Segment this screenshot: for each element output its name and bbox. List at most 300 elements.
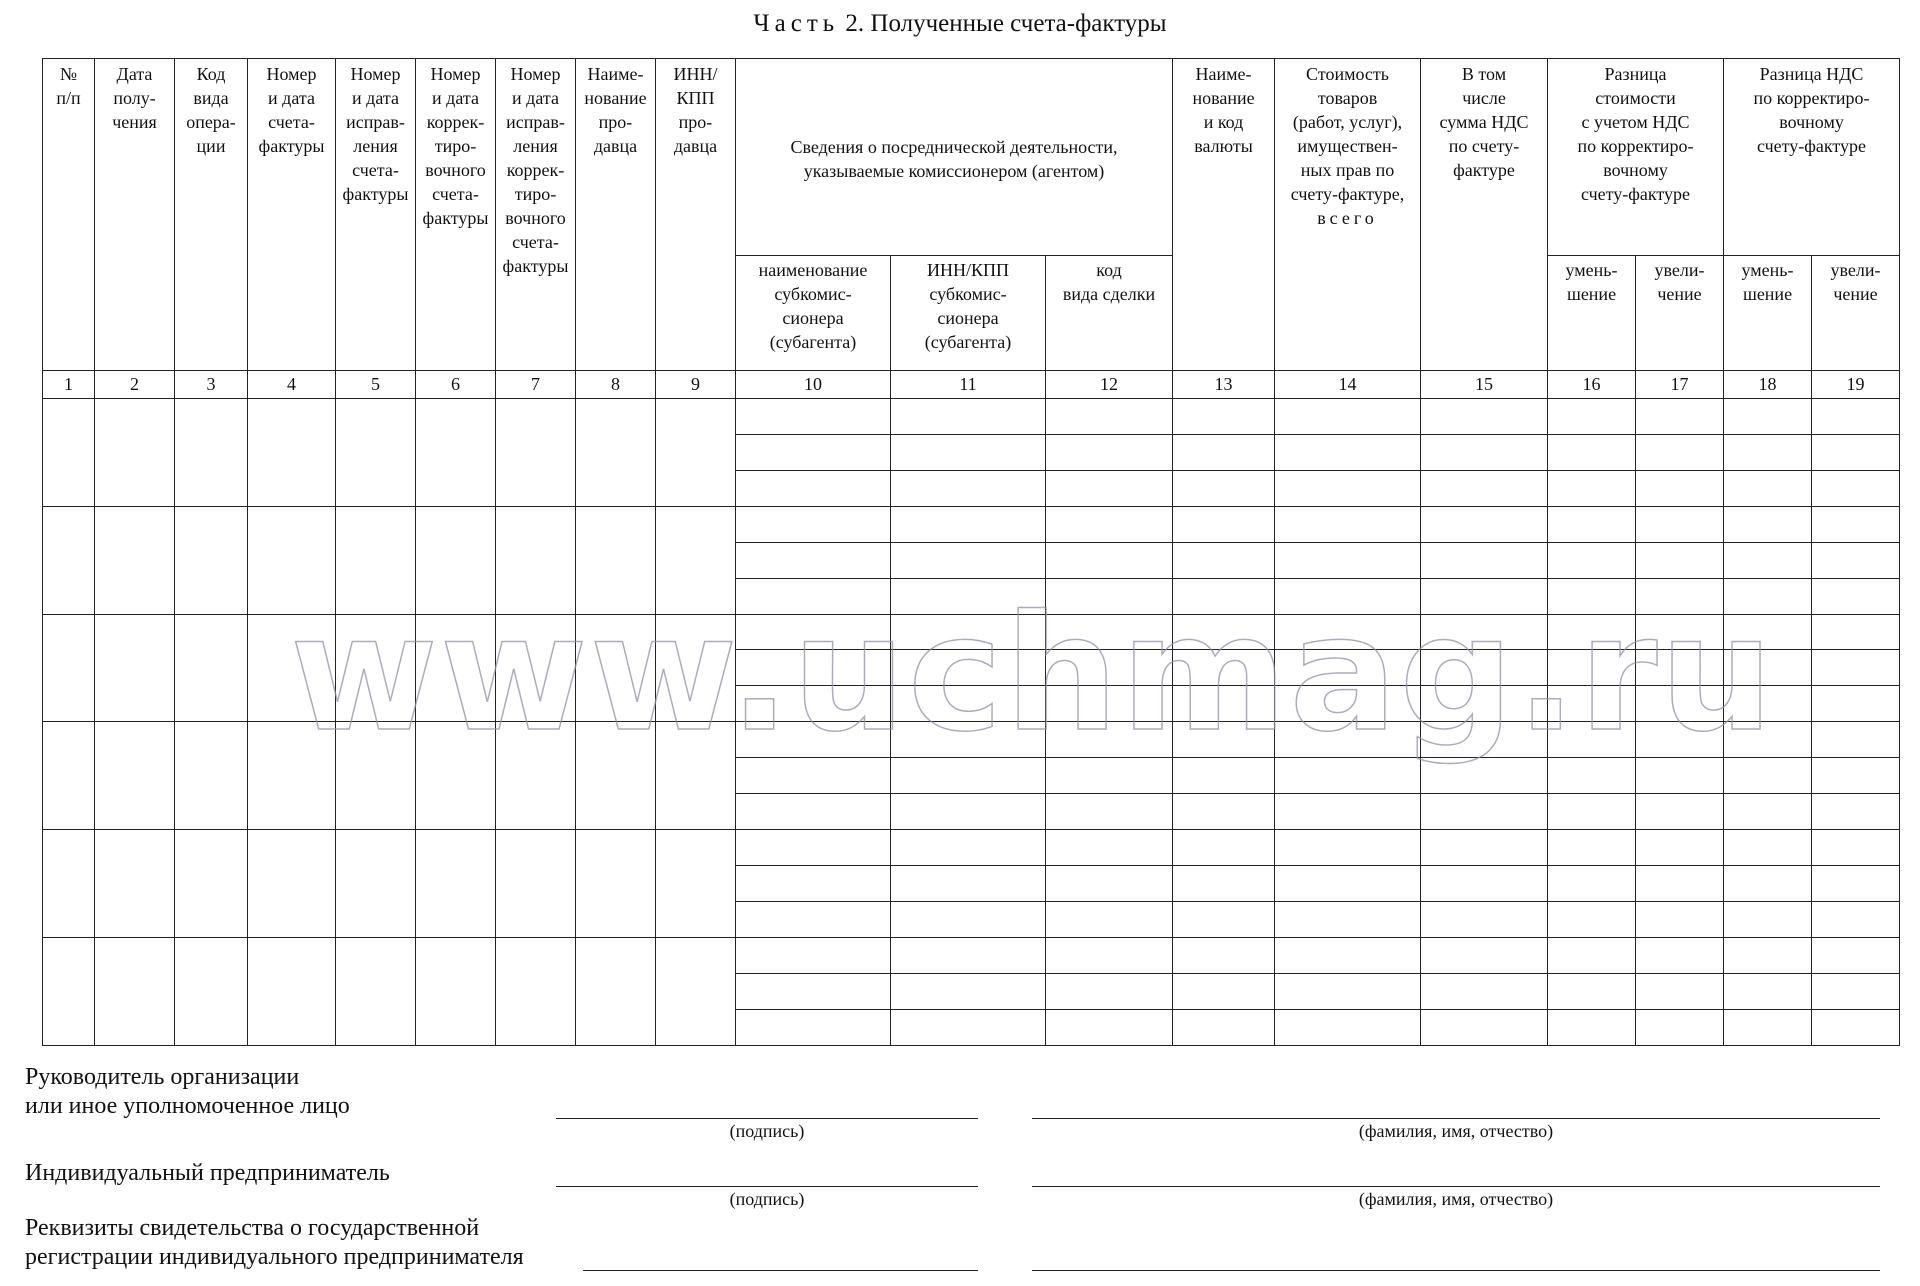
- entry-cell[interactable]: [1636, 398, 1724, 434]
- entry-cell[interactable]: [1812, 722, 1900, 758]
- entry-cell[interactable]: [175, 506, 248, 614]
- entry-cell[interactable]: [175, 722, 248, 830]
- header-line: (работ, услуг),: [1292, 112, 1403, 132]
- header-line: ции: [196, 136, 226, 156]
- table-row: [43, 722, 1900, 758]
- entry-cell[interactable]: [1724, 650, 1812, 686]
- column-number-12: 12: [1046, 370, 1173, 398]
- entry-cell[interactable]: [891, 902, 1046, 938]
- entry-cell[interactable]: [43, 722, 95, 830]
- entry-cell[interactable]: [1724, 686, 1812, 722]
- header-line: вочного: [505, 208, 566, 228]
- entry-cell[interactable]: [496, 938, 576, 1046]
- entry-cell[interactable]: [1275, 866, 1421, 902]
- header-line: и код: [1203, 112, 1244, 132]
- entry-cell[interactable]: [1636, 578, 1724, 614]
- header-line: по корректиро-: [1753, 88, 1870, 108]
- entry-cell[interactable]: [891, 830, 1046, 866]
- header-col-10: [736, 256, 891, 371]
- column-number-9: 9: [656, 370, 736, 398]
- header-col-4: [248, 59, 336, 371]
- header-line: тиро-: [434, 136, 477, 156]
- entry-cell[interactable]: [416, 614, 496, 722]
- entry-cell[interactable]: [891, 470, 1046, 506]
- entry-cell[interactable]: [336, 722, 416, 830]
- entry-cell[interactable]: [1275, 1010, 1421, 1046]
- entry-cell[interactable]: [1636, 614, 1724, 650]
- entry-cell[interactable]: [1275, 938, 1421, 974]
- entry-cell[interactable]: [891, 614, 1046, 650]
- entry-cell[interactable]: [736, 866, 891, 902]
- header-line: исправ-: [346, 112, 405, 132]
- entry-cell[interactable]: [1812, 1010, 1900, 1046]
- entry-cell[interactable]: [656, 722, 736, 830]
- entry-cell[interactable]: [416, 938, 496, 1046]
- entry-cell[interactable]: [1173, 866, 1275, 902]
- head-signature-line[interactable]: [556, 1118, 978, 1119]
- entry-cell[interactable]: [1724, 1010, 1812, 1046]
- entry-cell[interactable]: [1724, 506, 1812, 542]
- entry-cell[interactable]: [1421, 578, 1548, 614]
- entry-cell[interactable]: [1636, 938, 1724, 974]
- header-line: п/п: [56, 88, 81, 108]
- entry-cell[interactable]: [1724, 578, 1812, 614]
- header-line: шение: [1742, 284, 1793, 305]
- entry-cell[interactable]: [1724, 542, 1812, 578]
- entry-cell[interactable]: [1636, 506, 1724, 542]
- entry-cell[interactable]: [1548, 938, 1636, 974]
- entry-cell[interactable]: [891, 542, 1046, 578]
- entry-cell[interactable]: [1173, 902, 1275, 938]
- entry-cell[interactable]: [736, 398, 891, 434]
- header-line: №: [59, 64, 78, 84]
- requisites-line-a[interactable]: [583, 1270, 978, 1271]
- entry-cell[interactable]: [1548, 902, 1636, 938]
- entry-cell[interactable]: [336, 506, 416, 614]
- entry-cell[interactable]: [336, 614, 416, 722]
- entry-cell[interactable]: [1046, 866, 1173, 902]
- page-title: [0, 10, 1920, 38]
- header-line: указываемые комиссионером (агентом): [803, 160, 1105, 181]
- entry-cell[interactable]: [1046, 650, 1173, 686]
- entry-cell[interactable]: [1548, 434, 1636, 470]
- entry-cell[interactable]: [1046, 398, 1173, 434]
- entry-cell[interactable]: [1046, 902, 1173, 938]
- entry-cell[interactable]: [1275, 650, 1421, 686]
- entry-cell[interactable]: [736, 578, 891, 614]
- entry-cell[interactable]: [248, 398, 336, 506]
- entry-cell[interactable]: [576, 398, 656, 506]
- entry-cell[interactable]: [576, 614, 656, 722]
- column-number-10: 10: [736, 370, 891, 398]
- header-line: и дата: [268, 88, 315, 108]
- header-col-19: [1812, 256, 1900, 371]
- entrepreneur-signature-line[interactable]: [556, 1186, 978, 1187]
- entry-cell[interactable]: [1275, 722, 1421, 758]
- entry-cell[interactable]: [1173, 434, 1275, 470]
- entry-cell[interactable]: [1812, 902, 1900, 938]
- entry-cell[interactable]: [1275, 614, 1421, 650]
- entry-cell[interactable]: [891, 650, 1046, 686]
- header-line: имуществен-: [1297, 136, 1398, 156]
- entry-cell[interactable]: [891, 506, 1046, 542]
- entry-cell[interactable]: [1812, 578, 1900, 614]
- entry-cell[interactable]: [1421, 830, 1548, 866]
- header-line: давца: [673, 136, 718, 156]
- entry-cell[interactable]: [656, 506, 736, 614]
- entry-cell[interactable]: [891, 578, 1046, 614]
- entry-cell[interactable]: [1046, 722, 1173, 758]
- entry-cell[interactable]: [1275, 686, 1421, 722]
- header-line: счета-: [352, 160, 399, 180]
- entry-cell[interactable]: [496, 506, 576, 614]
- entry-cell[interactable]: [891, 974, 1046, 1010]
- entry-cell[interactable]: [1724, 974, 1812, 1010]
- entry-cell[interactable]: [496, 614, 576, 722]
- entry-cell[interactable]: [248, 614, 336, 722]
- entry-cell[interactable]: [1173, 470, 1275, 506]
- column-number-4: 4: [248, 370, 336, 398]
- header-line: стоимости: [1595, 88, 1676, 108]
- entry-cell[interactable]: [736, 542, 891, 578]
- entry-cell[interactable]: [1548, 1010, 1636, 1046]
- entry-cell[interactable]: [891, 434, 1046, 470]
- entry-cell[interactable]: [656, 614, 736, 722]
- footer-entrepreneur: Индивидуальный предприниматель: [25, 1160, 390, 1186]
- table-row: [43, 398, 1900, 434]
- entry-cell[interactable]: [1636, 686, 1724, 722]
- entry-cell[interactable]: [1421, 434, 1548, 470]
- entry-cell[interactable]: [43, 938, 95, 1046]
- entry-cell[interactable]: [1548, 650, 1636, 686]
- entry-cell[interactable]: [1421, 938, 1548, 974]
- header-col-17: [1636, 256, 1724, 371]
- entry-cell[interactable]: [95, 830, 175, 938]
- column-number-3: 3: [175, 370, 248, 398]
- entry-cell[interactable]: [1275, 758, 1421, 794]
- entry-cell[interactable]: [1636, 542, 1724, 578]
- entry-cell[interactable]: [1173, 830, 1275, 866]
- entry-cell[interactable]: [1636, 794, 1724, 830]
- entry-cell[interactable]: [1275, 434, 1421, 470]
- entry-cell[interactable]: [891, 794, 1046, 830]
- entry-cell[interactable]: [1421, 506, 1548, 542]
- entry-cell[interactable]: [336, 398, 416, 506]
- entry-cell[interactable]: [175, 830, 248, 938]
- entry-cell[interactable]: [1636, 434, 1724, 470]
- entry-cell[interactable]: [1421, 614, 1548, 650]
- header-line: по счету-: [1448, 136, 1520, 156]
- entry-cell[interactable]: [1548, 686, 1636, 722]
- entry-cell[interactable]: [1548, 722, 1636, 758]
- entry-cell[interactable]: [1812, 866, 1900, 902]
- entry-cell[interactable]: [1812, 614, 1900, 650]
- entry-cell[interactable]: [576, 722, 656, 830]
- entry-cell[interactable]: [891, 1010, 1046, 1046]
- entry-cell[interactable]: [736, 506, 891, 542]
- entry-cell[interactable]: [1046, 542, 1173, 578]
- entry-cell[interactable]: [1421, 794, 1548, 830]
- entry-cell[interactable]: [1812, 974, 1900, 1010]
- entry-cell[interactable]: [1421, 398, 1548, 434]
- header-col-6: [416, 59, 496, 371]
- entry-cell[interactable]: [1173, 758, 1275, 794]
- entry-cell[interactable]: [1173, 1010, 1275, 1046]
- entry-cell[interactable]: [416, 398, 496, 506]
- entry-cell[interactable]: [1724, 830, 1812, 866]
- entry-cell[interactable]: [1046, 434, 1173, 470]
- entry-cell[interactable]: [1812, 650, 1900, 686]
- entry-cell[interactable]: [1421, 470, 1548, 506]
- entry-cell[interactable]: [1421, 866, 1548, 902]
- head-name-line[interactable]: [1032, 1118, 1880, 1119]
- entry-cell[interactable]: [656, 938, 736, 1046]
- entry-cell[interactable]: [1636, 974, 1724, 1010]
- entry-cell[interactable]: [175, 614, 248, 722]
- entry-cell[interactable]: [95, 938, 175, 1046]
- entry-cell[interactable]: [1421, 1010, 1548, 1046]
- entry-cell[interactable]: [1046, 974, 1173, 1010]
- entry-cell[interactable]: [1421, 902, 1548, 938]
- entry-cell[interactable]: [1724, 902, 1812, 938]
- entry-cell[interactable]: [736, 902, 891, 938]
- entry-cell[interactable]: [1275, 470, 1421, 506]
- header-line: опера-: [186, 112, 236, 132]
- header-line: вида сделки: [1062, 284, 1156, 305]
- header-line: Номер: [510, 64, 561, 84]
- entry-cell[interactable]: [1548, 974, 1636, 1010]
- entry-cell[interactable]: [1812, 398, 1900, 434]
- entry-cell[interactable]: [43, 398, 95, 506]
- entry-cell[interactable]: [736, 722, 891, 758]
- entry-cell[interactable]: [736, 830, 891, 866]
- entry-cell[interactable]: [1812, 830, 1900, 866]
- entry-cell[interactable]: [1173, 614, 1275, 650]
- entry-cell[interactable]: [416, 830, 496, 938]
- entry-cell[interactable]: [576, 506, 656, 614]
- column-number-7: 7: [496, 370, 576, 398]
- entry-cell[interactable]: [1275, 794, 1421, 830]
- header-line: ления: [513, 136, 558, 156]
- entry-cell[interactable]: [496, 722, 576, 830]
- entry-cell[interactable]: [95, 398, 175, 506]
- entry-cell[interactable]: [416, 506, 496, 614]
- entry-cell[interactable]: [1812, 542, 1900, 578]
- column-number-1: 1: [43, 370, 95, 398]
- entry-cell[interactable]: [1548, 830, 1636, 866]
- header-line: фактуры: [258, 136, 325, 156]
- header-line: вочному: [1779, 112, 1844, 132]
- entry-cell[interactable]: [1421, 722, 1548, 758]
- entry-cell[interactable]: [1173, 974, 1275, 1010]
- entry-cell[interactable]: [248, 830, 336, 938]
- header-line: (субагента): [769, 332, 857, 353]
- entry-cell[interactable]: [1173, 650, 1275, 686]
- entry-cell[interactable]: [1724, 794, 1812, 830]
- entry-cell[interactable]: [1275, 578, 1421, 614]
- entry-cell[interactable]: [95, 614, 175, 722]
- entry-cell[interactable]: [1275, 542, 1421, 578]
- entry-cell[interactable]: [736, 650, 891, 686]
- entry-cell[interactable]: [1421, 542, 1548, 578]
- entry-cell[interactable]: [248, 506, 336, 614]
- entry-cell[interactable]: [336, 938, 416, 1046]
- entry-cell[interactable]: [1636, 758, 1724, 794]
- header-line: Наиме-: [587, 64, 644, 84]
- entry-cell[interactable]: [891, 758, 1046, 794]
- column-number-8: 8: [576, 370, 656, 398]
- entry-cell[interactable]: [1421, 686, 1548, 722]
- entry-cell[interactable]: [1724, 614, 1812, 650]
- entry-cell[interactable]: [1724, 758, 1812, 794]
- entry-cell[interactable]: [891, 938, 1046, 974]
- entry-cell[interactable]: [1548, 398, 1636, 434]
- entry-cell[interactable]: [1046, 938, 1173, 974]
- entry-cell[interactable]: [1173, 542, 1275, 578]
- entry-cell[interactable]: [1275, 902, 1421, 938]
- header-line: товаров: [1317, 88, 1378, 108]
- entry-cell[interactable]: [43, 614, 95, 722]
- entry-cell[interactable]: [1636, 722, 1724, 758]
- entry-cell[interactable]: [736, 1010, 891, 1046]
- column-number-11: 11: [891, 370, 1046, 398]
- entry-cell[interactable]: [576, 830, 656, 938]
- entry-cell[interactable]: [1173, 938, 1275, 974]
- entry-cell[interactable]: [95, 722, 175, 830]
- column-number-13: 13: [1173, 370, 1275, 398]
- entry-cell[interactable]: [1548, 866, 1636, 902]
- entry-cell[interactable]: [1548, 542, 1636, 578]
- entry-cell[interactable]: [43, 506, 95, 614]
- header-line: Дата: [116, 64, 153, 84]
- entry-cell[interactable]: [248, 938, 336, 1046]
- entry-cell[interactable]: [1548, 794, 1636, 830]
- footer-requisites-line2: регистрации индивидуального предпринимателя: [25, 1244, 524, 1270]
- entry-cell[interactable]: [1636, 902, 1724, 938]
- entry-cell[interactable]: [1812, 794, 1900, 830]
- entry-cell[interactable]: [1724, 938, 1812, 974]
- entry-cell[interactable]: [1173, 398, 1275, 434]
- entry-cell[interactable]: [1046, 1010, 1173, 1046]
- entry-cell[interactable]: [736, 434, 891, 470]
- entry-cell[interactable]: [1046, 614, 1173, 650]
- header-line: валюты: [1194, 136, 1253, 156]
- entry-cell[interactable]: [736, 974, 891, 1010]
- entry-cell[interactable]: [1173, 578, 1275, 614]
- header-col-18: [1724, 256, 1812, 371]
- entry-cell[interactable]: [736, 614, 891, 650]
- entry-cell[interactable]: [1275, 830, 1421, 866]
- entry-cell[interactable]: [1421, 758, 1548, 794]
- footer-head-line1: Руководитель организации: [25, 1064, 300, 1090]
- entry-cell[interactable]: [496, 398, 576, 506]
- entry-cell[interactable]: [1812, 506, 1900, 542]
- entry-cell[interactable]: [1548, 578, 1636, 614]
- column-number-15: 15: [1421, 370, 1548, 398]
- entry-cell[interactable]: [1046, 578, 1173, 614]
- entry-cell[interactable]: [175, 938, 248, 1046]
- header-line: сумма НДС: [1439, 112, 1529, 132]
- header-col-12: [1046, 256, 1173, 371]
- entry-cell[interactable]: [1046, 794, 1173, 830]
- entry-cell[interactable]: [248, 722, 336, 830]
- entry-cell[interactable]: [1636, 650, 1724, 686]
- entry-cell[interactable]: [1636, 470, 1724, 506]
- entry-cell[interactable]: [736, 794, 891, 830]
- entry-cell[interactable]: [576, 938, 656, 1046]
- header-line: и дата: [512, 88, 559, 108]
- entry-cell[interactable]: [1421, 974, 1548, 1010]
- header-line: про-: [678, 112, 713, 132]
- entry-cell[interactable]: [1636, 1010, 1724, 1046]
- entry-cell[interactable]: [736, 938, 891, 974]
- entry-cell[interactable]: [1812, 686, 1900, 722]
- entry-cell[interactable]: [1724, 434, 1812, 470]
- entry-cell[interactable]: [1548, 506, 1636, 542]
- header-col-1: [43, 59, 95, 371]
- entry-cell[interactable]: [1548, 758, 1636, 794]
- entry-cell[interactable]: [1548, 470, 1636, 506]
- entry-cell[interactable]: [1421, 650, 1548, 686]
- entry-cell[interactable]: [1275, 398, 1421, 434]
- entry-cell[interactable]: [1046, 830, 1173, 866]
- entry-cell[interactable]: [1275, 974, 1421, 1010]
- entry-cell[interactable]: [891, 398, 1046, 434]
- entry-cell[interactable]: [1173, 506, 1275, 542]
- header-line: про-: [598, 112, 633, 132]
- entry-cell[interactable]: [656, 398, 736, 506]
- entry-cell[interactable]: [656, 830, 736, 938]
- entry-cell[interactable]: [891, 686, 1046, 722]
- entry-cell[interactable]: [736, 686, 891, 722]
- header-line: чение: [1833, 284, 1878, 305]
- entry-cell[interactable]: [416, 722, 496, 830]
- entry-cell[interactable]: [1046, 470, 1173, 506]
- entry-cell[interactable]: [336, 830, 416, 938]
- entry-cell[interactable]: [1724, 866, 1812, 902]
- entry-cell[interactable]: [1724, 722, 1812, 758]
- entry-cell[interactable]: [1046, 686, 1173, 722]
- entry-cell[interactable]: [1812, 470, 1900, 506]
- entry-cell[interactable]: [1724, 398, 1812, 434]
- requisites-line-b[interactable]: [1032, 1270, 1880, 1271]
- entry-cell[interactable]: [496, 830, 576, 938]
- entry-cell[interactable]: [1548, 614, 1636, 650]
- entry-cell[interactable]: [43, 830, 95, 938]
- entry-cell[interactable]: [736, 758, 891, 794]
- entry-cell[interactable]: [1173, 686, 1275, 722]
- column-number-17: 17: [1636, 370, 1724, 398]
- entry-cell[interactable]: [1812, 758, 1900, 794]
- entry-cell[interactable]: [175, 398, 248, 506]
- header-line: наименование: [758, 260, 868, 281]
- entry-cell[interactable]: [1724, 470, 1812, 506]
- entry-cell[interactable]: [891, 866, 1046, 902]
- entry-cell[interactable]: [1275, 506, 1421, 542]
- entry-cell[interactable]: [1636, 830, 1724, 866]
- entry-cell[interactable]: [1173, 722, 1275, 758]
- entry-cell[interactable]: [891, 722, 1046, 758]
- entry-cell[interactable]: [95, 506, 175, 614]
- entry-cell[interactable]: [1173, 794, 1275, 830]
- entry-cell[interactable]: [1812, 938, 1900, 974]
- entry-cell[interactable]: [1046, 506, 1173, 542]
- entrepreneur-name-line[interactable]: [1032, 1186, 1880, 1187]
- entry-cell[interactable]: [1812, 434, 1900, 470]
- entry-cell[interactable]: [736, 470, 891, 506]
- entry-cell[interactable]: [1046, 758, 1173, 794]
- entry-cell[interactable]: [1636, 866, 1724, 902]
